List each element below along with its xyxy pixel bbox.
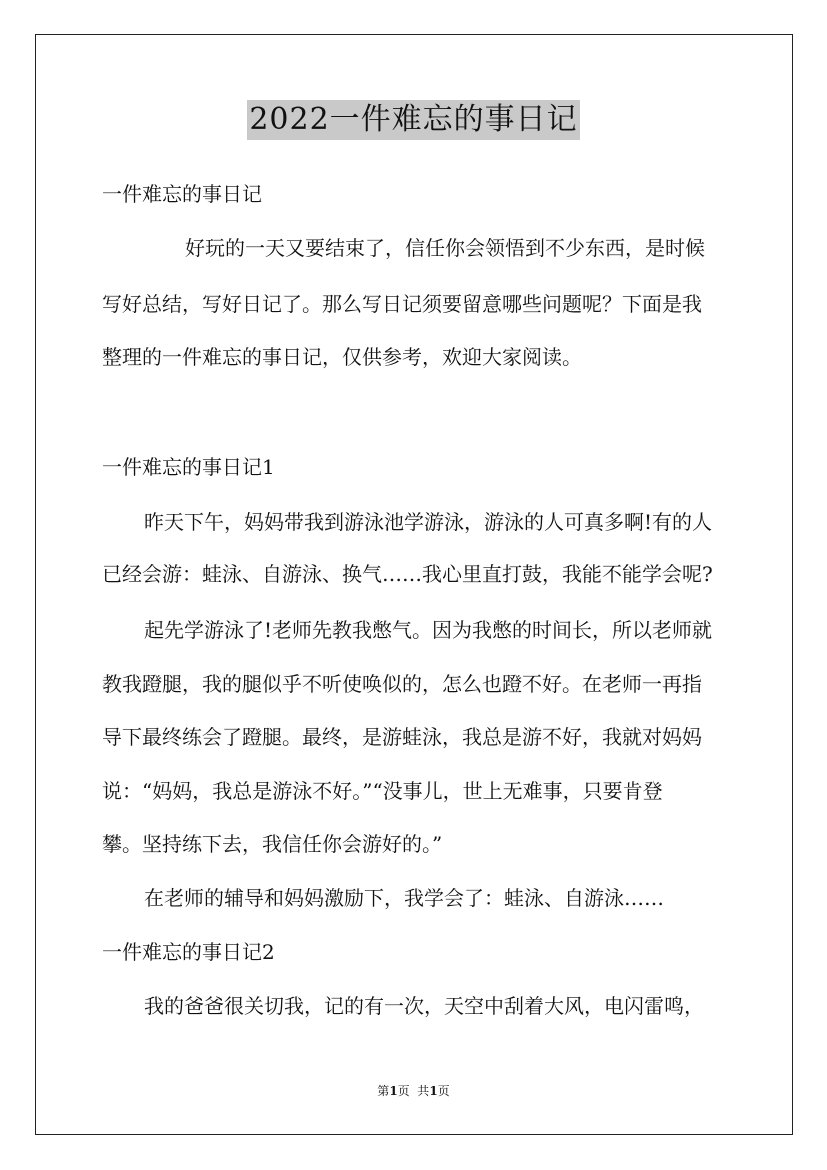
intro-line-1: 好玩的一天又要结束了，信任你会领悟到不少东西，是时候	[185, 236, 705, 260]
section1-heading: 一件难忘的事日记1	[102, 455, 275, 479]
intro-line-2: 写好总结，写好日记了。那么写日记须要留意哪些问题呢？下面是我	[102, 292, 702, 316]
section1-line-2: 已经会游：蛙泳、自游泳、换气……我心里直打鼓，我能不能学会呢?	[102, 562, 713, 586]
main-heading: 一件难忘的事日记	[102, 182, 262, 206]
page-footer	[0, 1083, 827, 1099]
footer-page-total: 1	[429, 1084, 438, 1098]
section2-heading: 一件难忘的事日记2	[102, 940, 275, 964]
document-title: 2022一件难忘的事日记	[247, 100, 579, 140]
section1-line-4: 教我蹬腿，我的腿似乎不听使唤似的，怎么也蹬不好。在老师一再指	[102, 672, 702, 696]
section1-line-1: 昨天下午，妈妈带我到游泳池学游泳，游泳的人可真多啊!有的人	[144, 510, 713, 534]
title-container	[0, 100, 827, 140]
section1-line-7: 攀。坚持练下去，我信任你会游好的。”	[102, 832, 443, 856]
footer-page-number: 1	[389, 1084, 398, 1098]
section1-line-8: 在老师的辅导和妈妈激励下，我学会了：蛙泳、自游泳……	[144, 886, 664, 910]
footer-page-mid: 页 共	[397, 1084, 430, 1098]
footer-page-prefix: 第	[377, 1084, 390, 1098]
section2-line-1: 我的爸爸很关切我，记的有一次，天空中刮着大风，电闪雷鸣，	[144, 994, 704, 1018]
intro-line-3: 整理的一件难忘的事日记，仅供参考，欢迎大家阅读。	[102, 345, 582, 369]
section1-line-6: 说：“妈妈，我总是游泳不好。”“没事儿，世上无难事，只要肯登	[102, 779, 663, 803]
section1-line-3: 起先学游泳了!老师先教我憋气。因为我憋的时间长，所以老师就	[144, 618, 713, 642]
footer-page-suffix: 页	[437, 1084, 450, 1098]
section1-line-5: 导下最终练会了蹬腿。最终，是游蛙泳，我总是游不好，我就对妈妈	[102, 725, 702, 749]
